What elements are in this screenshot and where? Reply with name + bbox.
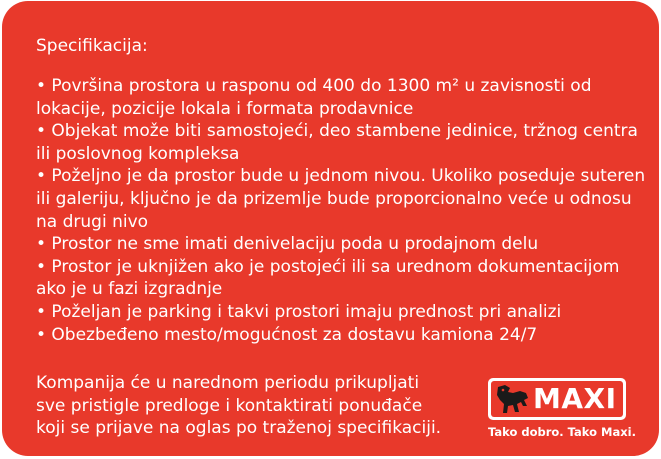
spec-item-building-type: • Objekat može biti samostojeći, deo stambene jedinice, tržnog centra ili poslovnog kompleksa — [36, 121, 638, 164]
logo-brand-text: MAXI — [533, 382, 617, 415]
spec-item-delivery: • Obezbeđeno mesto/mogućnost za dostavu kamiona 24/7 — [36, 324, 538, 345]
spec-item-area: • Površina prostora u rasponu od 400 do 1300 m² u zavisnosti od lokacije, pozicije lokala i formata prodavnice — [36, 76, 592, 119]
lion-icon — [493, 382, 531, 416]
spec-list — [36, 75, 646, 346]
logo-tagline: Tako dobro. Tako Maxi. — [488, 425, 636, 439]
spec-item-single-level: • Poželjno je da prostor bude u jednom nivou. Ukoliko poseduje suteren ili galeriju, ključno je da prizemlje bude proporcionalno veće u odnosu na drugi nivo — [36, 166, 646, 232]
logo-inner — [491, 381, 623, 417]
closing-line: sve pristigle predloge i kontaktirati ponuđače — [36, 395, 423, 416]
spec-card — [2, 1, 659, 456]
spec-heading: Specifikacija: — [36, 36, 148, 56]
closing-paragraph — [36, 372, 441, 440]
logo-badge — [488, 378, 626, 420]
closing-line: koji se prijave na oglas po traženoj specifikaciji. — [36, 418, 442, 439]
spec-item-parking: • Poželjan je parking i takvi prostori imaju prednost pri analizi — [36, 301, 562, 322]
spec-item-registration: • Prostor je uknjižen ako je postojeći ili sa urednom dokumentacijom ako je u fazi izgradnje — [36, 256, 620, 300]
maxi-logo — [488, 378, 636, 439]
spec-item-floor-level: • Prostor ne sme imati denivelaciju poda u prodajnom delu — [36, 234, 539, 255]
closing-line: Kompanija će u narednom periodu prikupljati — [36, 373, 420, 393]
